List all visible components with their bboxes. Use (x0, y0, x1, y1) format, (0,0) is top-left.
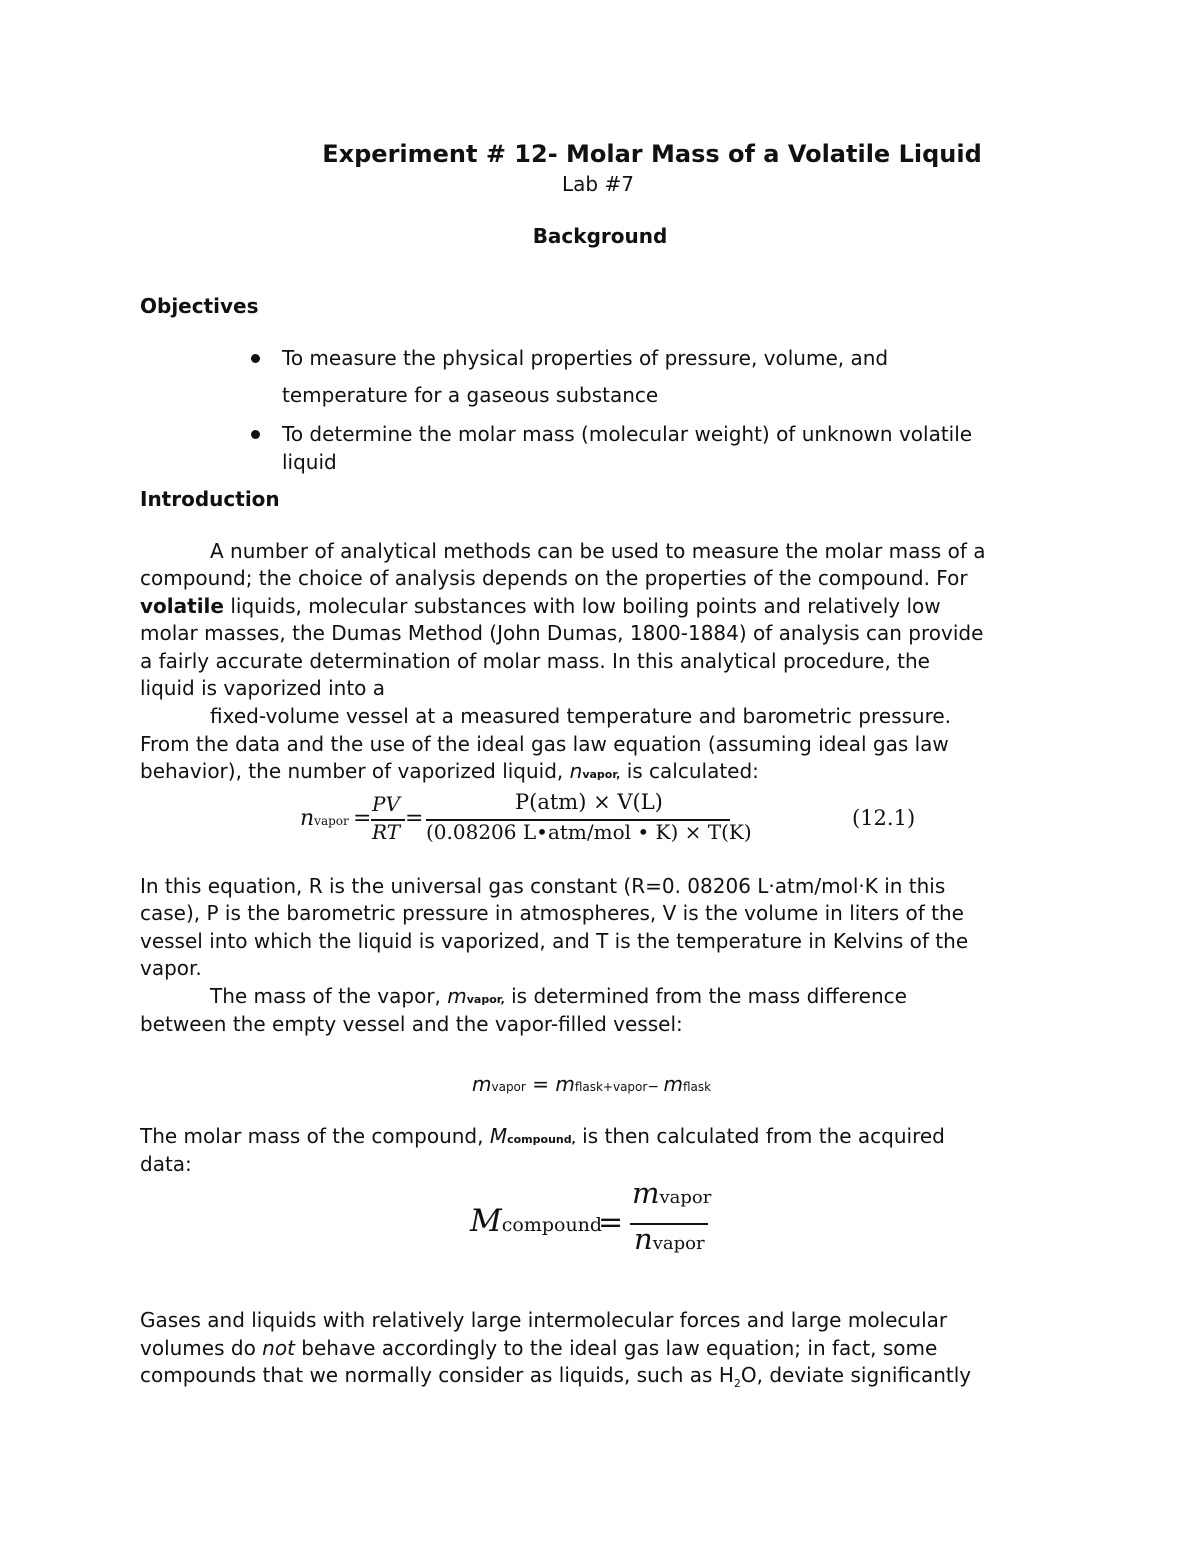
intro-p1-line: volatile liquids, molecular substances with low boiling points and relatively low (140, 594, 941, 618)
intro-p2-line: case), P is the barometric pressure in atmospheres, V is the volume in liters of the (140, 901, 964, 925)
lab-number: Lab #7 (562, 172, 634, 196)
eq3-numerator: mvapor (632, 1176, 712, 1210)
intro-p2-line: In this equation, R is the universal gas constant (R=0. 08206 L·atm/mol·K in this (140, 874, 946, 898)
intro-p1-line: compound; the choice of analysis depends on the properties of the compound. For (140, 566, 968, 590)
intro-p1-line: liquid is vaporized into a (140, 676, 386, 700)
document-title: Experiment # 12- Molar Mass of a Volatile Liquid (322, 140, 982, 168)
intro-p2-line: vapor. (140, 956, 202, 980)
background-heading: Background (532, 224, 668, 248)
intro-p4-line: The molar mass of the compound, Mcompound, is then calculated from the acquired (140, 1124, 945, 1148)
intro-p3-line: between the empty vessel and the vapor-filled vessel: (140, 1012, 683, 1036)
introduction-heading: Introduction (140, 487, 280, 511)
eq1-denominator: (0.08206 L•atm/mol • K) × T(K) (426, 820, 752, 844)
intro-p1-line: behavior), the number of vaporized liquid, nvapor, is calculated: (140, 759, 759, 783)
eq1-label: (12.1) (852, 806, 916, 830)
volatile-bold: volatile (140, 594, 224, 618)
intro-p3-line: The mass of the vapor, mvapor, is determined from the mass difference (210, 984, 907, 1008)
objective-2-line-1: To determine the molar mass (molecular weight) of unknown volatile (282, 422, 973, 446)
eq1-rt: RT (372, 820, 401, 844)
intro-p5-line: volumes do not behave accordingly to the ideal gas law equation; in fact, some (140, 1336, 938, 1360)
intro-p1-line: A number of analytical methods can be used to measure the molar mass of a (210, 539, 986, 563)
eq1-lhs: nvapor (300, 806, 349, 831)
objective-1-line-2: temperature for a gaseous substance (282, 383, 659, 407)
bullet-icon (251, 354, 260, 363)
eq3-denominator: nvapor (634, 1222, 705, 1256)
intro-p1-line: From the data and the use of the ideal gas law equation (assuming ideal gas law (140, 732, 949, 756)
objective-2-line-2: liquid (282, 450, 337, 474)
bullet-icon (251, 430, 260, 439)
eq1-equals: = (353, 806, 372, 831)
eq3-equals: = (598, 1205, 624, 1240)
intro-p1-line: fixed-volume vessel at a measured temperature and barometric pressure. (210, 704, 952, 728)
mass-difference-equation: mvapor = mflask+vapor− mflask (472, 1072, 712, 1096)
eq1-equals: = (405, 806, 424, 831)
intro-p4-line: data: (140, 1152, 192, 1176)
intro-p2-line: vessel into which the liquid is vaporized, and T is the temperature in Kelvins of the (140, 929, 969, 953)
intro-p5-line: Gases and liquids with relatively large intermolecular forces and large molecular (140, 1308, 948, 1332)
intro-p1-line: a fairly accurate determination of molar mass. In this analytical procedure, the (140, 649, 930, 673)
objectives-heading: Objectives (140, 294, 259, 318)
eq3-lhs: Mcompound (470, 1203, 603, 1239)
eq1-pv: PV (372, 792, 400, 816)
eq1-numerator: P(atm) × V(L) (515, 790, 663, 814)
intro-p1-line: molar masses, the Dumas Method (John Dumas, 1800-1884) of analysis can provide (140, 621, 984, 645)
intro-p5-line: compounds that we normally consider as liquids, such as $H_2O$, deviate significantly (140, 1363, 972, 1390)
objective-1-line-1: To measure the physical properties of pressure, volume, and (282, 346, 889, 370)
